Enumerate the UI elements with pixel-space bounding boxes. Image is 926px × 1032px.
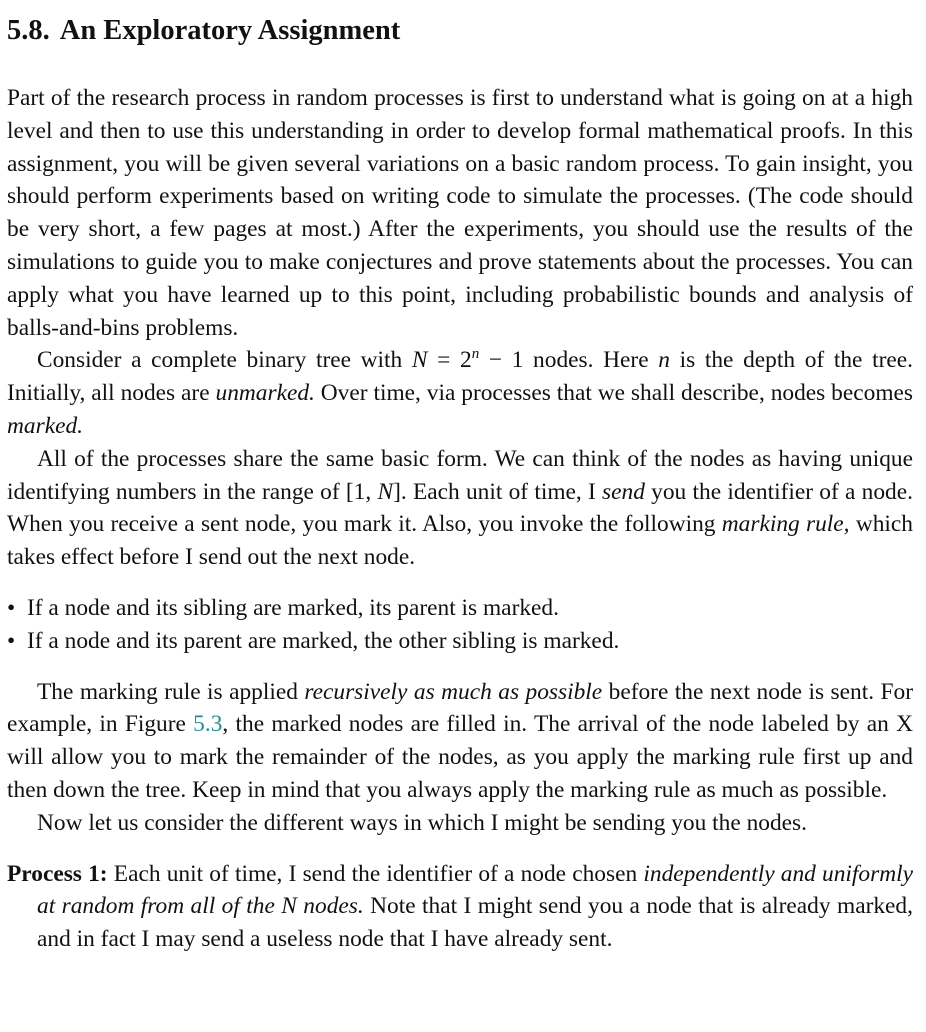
recursive-text-2: before the next node is sent. For example, in Figure <box>7 678 913 738</box>
math-exponent-n: n <box>471 346 480 363</box>
processes-text-3: you the identifier of a node. When you receive a sent node, you mark it. Also, you invoke the following <box>7 478 913 538</box>
process-1 <box>7 858 913 956</box>
math-equals: = 2 <box>427 347 472 374</box>
term-unmarked: unmarked. <box>215 380 315 407</box>
tree-text-3: is the depth of the tree. Initially, all nodes are <box>7 347 913 407</box>
term-marked: marked. <box>7 412 83 439</box>
section-body <box>7 82 913 956</box>
tree-text-1: Consider a complete binary tree with <box>37 347 412 374</box>
math-n: n <box>658 347 670 374</box>
section-title: An Exploratory Assignment <box>59 15 401 46</box>
section-number: 5.8. <box>7 15 50 46</box>
math-N: N <box>411 347 428 374</box>
tree-paragraph <box>7 344 913 442</box>
recursive-text-1: The marking rule is applied <box>37 678 305 705</box>
intro-paragraph: Part of the research process in random processes is first to understand what is going on at a high level and then to use this understanding in order to develop formal mathematical proofs. In this assignment, you will be given several variations on a basic random process. To gain insight, you should perform experiments based on writing code to simulate the processes. (The code should be very short, a few pages at most.) After the experiments, you should use the results of the simulations to guide you to make conjectures and prove statements about the processes. You can apply what you have learned up to this point, including probabilistic bounds and analysis of balls-and-bins problems. <box>7 85 913 341</box>
process-text-2: Note that I might send you a node that is already marked, and in fact I may send a useless node that I have already sent. <box>37 893 913 953</box>
list-item <box>7 625 913 658</box>
process-emphasis: independently and uniformly at random from all of the N nodes. <box>37 860 913 920</box>
recursive-text-3: , the marked nodes are filled in. The arrival of the node labeled by an X will allow you to mark the remainder of the nodes, as you apply the marking rule first up and then down the tree. Keep in mind that you always apply the marking rule as much as possible. <box>7 711 914 803</box>
processes-paragraph <box>7 443 913 574</box>
marking-rules-list <box>7 592 913 658</box>
consider-paragraph: Now let us consider the different ways in which I might be sending you the nodes. <box>37 809 808 836</box>
processes-text-4: which takes effect before I send out the next node. <box>7 511 913 571</box>
tree-text-2: − 1 nodes. Here <box>479 347 659 374</box>
figure-reference-link[interactable]: 5.3 <box>193 711 223 738</box>
processes-text-1: All of the processes share the same basic form. We can think of the nodes as having unique identifying numbers in the range of [1, <box>7 445 913 505</box>
process-label: Process 1: <box>7 860 108 887</box>
section-heading <box>7 12 400 50</box>
bullet-icon: • <box>7 627 16 654</box>
tree-text-4: Over time, via processes that we shall describe, nodes becomes <box>314 380 913 407</box>
list-item <box>7 592 913 625</box>
term-marking-rule: marking rule, <box>721 511 850 538</box>
bullet-icon: • <box>7 594 16 621</box>
term-send: send <box>602 478 645 505</box>
processes-text-2: ]. Each unit of time, I <box>393 478 603 505</box>
rule-text: If a node and its parent are marked, the other sibling is marked. <box>27 627 620 654</box>
process-text-1: Each unit of time, I send the identifier of a node chosen <box>107 860 644 887</box>
rule-text: If a node and its sibling are marked, its parent is marked. <box>27 594 559 621</box>
math-N-range: N <box>377 478 394 505</box>
recursive-paragraph <box>7 676 913 807</box>
term-recursively: recursively as much as possible <box>304 678 603 705</box>
